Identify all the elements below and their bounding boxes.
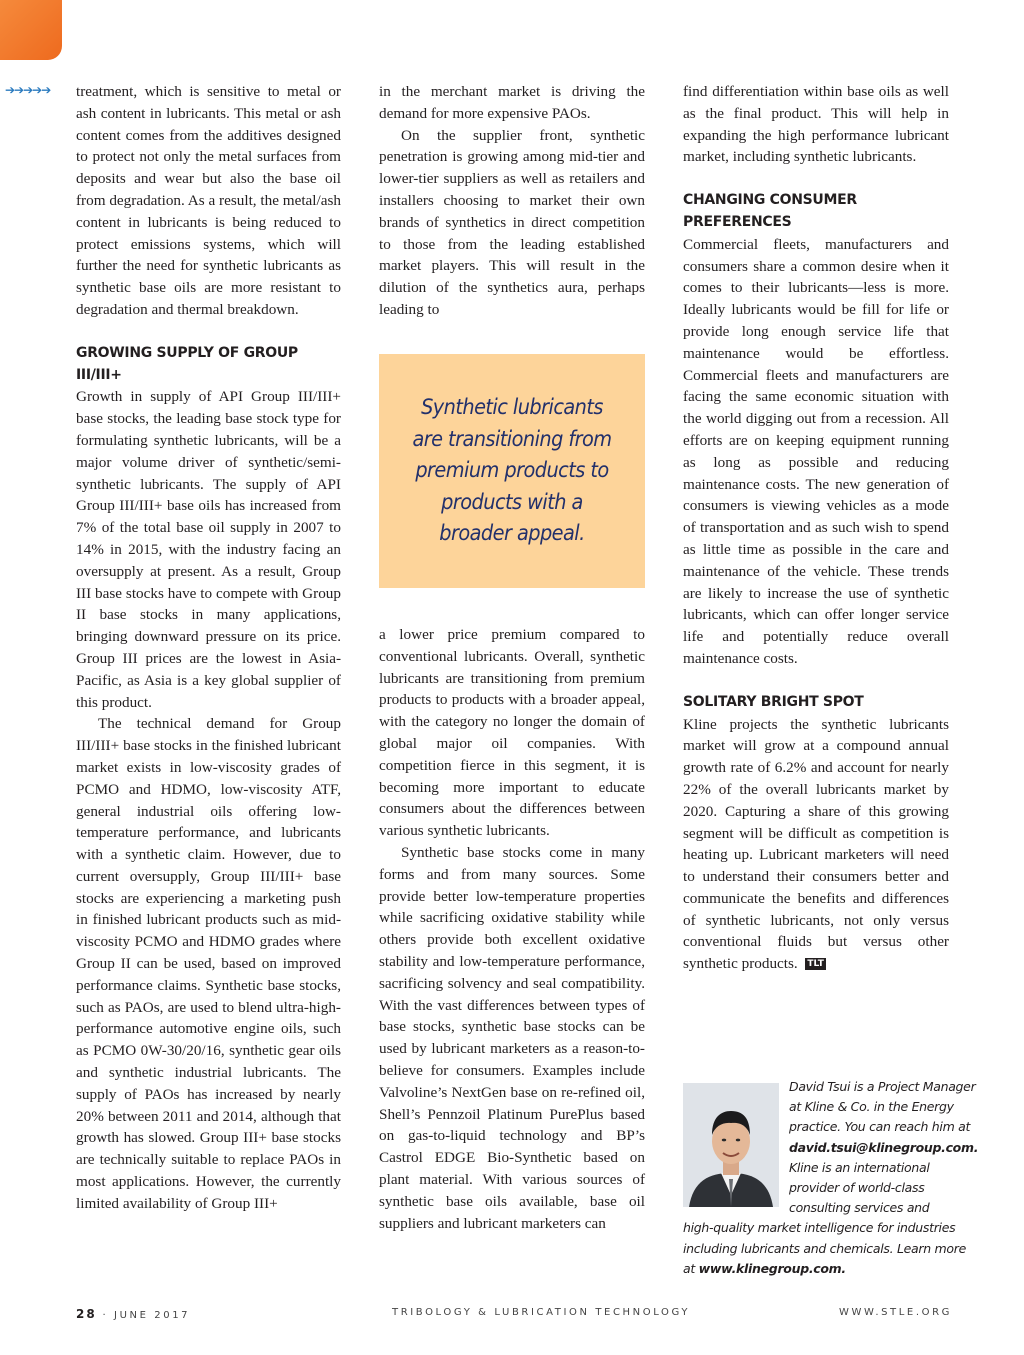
column-1 xyxy=(76,81,341,1215)
footer-left xyxy=(76,1307,190,1321)
page-footer xyxy=(0,1307,1024,1323)
section-heading xyxy=(683,190,949,234)
column-2-continued xyxy=(379,624,645,1234)
continued-arrows-icon: ➔➔➔➔➔ xyxy=(5,83,51,97)
issue-date: JUNE 2017 xyxy=(114,1310,191,1321)
bio-line: practice. You can reach him at xyxy=(789,1119,971,1135)
bio-line: at www.klinegroup.com. xyxy=(683,1260,846,1276)
page-number: 28 xyxy=(76,1307,97,1321)
heading-line: PREFERENCES xyxy=(683,213,792,230)
heading-line: CHANGING CONSUMER xyxy=(683,192,857,209)
paragraph: Synthetic base stocks come in many forms and from many sources. Some provide better low-temperature properties while sacrificing oxidative stability while others provide both excellent oxidative stability and low-temperature performance, sacrificing solvency and seal compatibility. With the vast differences between types of base stocks, synthetic base stocks can be used by lubricant marketers as a reason-to-believe for consumers. Examples include Valvoline’s NextGen base on re-refined oil, Shell’s Pennzoil Platinum PurePlus based on gas-to-liquid technology and BP’s Castrol EDGE Bio-Synthetic based on plant material. With various sources of synthetic base oils available, base oil suppliers and lubricant marketers can xyxy=(379,843,645,1232)
column-3 xyxy=(683,81,949,975)
footer-separator: · xyxy=(102,1310,109,1321)
paragraph: The technical demand for Group III/III+ base stocks in the finished lubricant market exists in low-viscosity grades of PCMO and HDMO, low-viscosity ATF, general industrial oils offering low-temperature performance, and lubricants with a synthetic claim. However, due to current oversupply, Group III/III+ base stocks are experiencing a marketing push in finished lubricant products such as mid-viscosity PCMO and HDMO grades where Group II can be used, based on improved performance claims. Synthetic base stocks, such as PAOs, are used to blend ultra-high-performance automotive engine oils, such as PCMO 0W-30/20/16, synthetic gear oils and synthetic industrial lubricants. The supply of PAOs has increased by nearly 20% between 2011 and 2014, although that growth has slowed. Group III+ base stocks are technically suitable to replace PAOs in most applications. However, the currently limited availability of Group III+ xyxy=(76,715,341,1212)
column-2 xyxy=(379,81,645,321)
bio-line: consulting services and xyxy=(789,1200,930,1216)
paragraph: in the merchant market is driving the demand for more expensive PAOs. xyxy=(379,83,645,122)
company-url-link[interactable]: www.klinegroup.com. xyxy=(698,1260,846,1276)
paragraph: Growth in supply of API Group III/III+ base stocks, the leading base stock type for formulating synthetic lubricants, will be a major volume driver of synthetic/semi-synthetic lubricants. The supply of API Group III/III+ base oils has increased from 7% of the total base oil supply in 2007 to 14% in 2015, with the industry facing an oversupply at present. As a result, Group III base stocks have to compete with Group II base stocks in many applications, bringing downward pressure on its price. Group III prices are the lowest in Asia-Pacific, as Asia is a key global supplier of this product. xyxy=(76,388,341,711)
website-link[interactable]: WWW.STLE.ORG xyxy=(839,1307,952,1318)
pull-quote-text: Synthetic lubricants are transitioning from premium products to products with a broader appeal. xyxy=(412,395,612,546)
bio-line: Kline is an international xyxy=(789,1159,930,1175)
bio-line: at Kline & Co. in the Energy xyxy=(789,1099,954,1115)
publication-name: TRIBOLOGY & LUBRICATION TECHNOLOGY xyxy=(392,1307,691,1318)
pull-quote xyxy=(379,354,645,588)
paragraph: On the supplier front, synthetic penetration is growing among mid-tier and lower-tier suppliers as well as retailers and installers choosing to market their own brands of synthetics in direct competition to those from the leading established market players. This will result in the dilution of the synthetics aura, perhaps leading to xyxy=(379,126,645,318)
section-heading: SOLITARY BRIGHT SPOT xyxy=(683,693,864,710)
paragraph xyxy=(683,714,949,976)
section-tab xyxy=(0,0,62,60)
paragraph: Commercial fleets, manufacturers and consumers share a common desire when it comes to their lubricants—less is more. Ideally lubricants would be fill for life or provide long enough service life that maintenance would be effortless. Commercial fleets and manufacturers are facing the same economic situation with the world digging out from a recession. All efforts are on keeping equipment running as long as possible and reducing maintenance costs. The new generation of consumers is viewing vehicles as a mode of transportation and as such wish to spend as little time as possible in the care and maintenance of the vehicle. These trends are likely to increase the use of synthetic lubricants, which can offer longer service life and potentially reduce overall maintenance costs. xyxy=(683,235,949,667)
paragraph-text: Kline projects the synthetic lubricants market will grow at a compound annual growth rate of 6.2% and account for nearly 22% of the overall lubricants market by 2020. Capturing a share of this growing segment will be difficult as competition is heating up. Lubricant marketers will need to understand their consumers better and communicate the benefits and differences of synthetic lubricants, not only versus conventional fluids but versus other synthetic products. xyxy=(683,715,949,973)
end-mark-icon: TLT xyxy=(807,959,824,970)
author-bio xyxy=(683,1077,979,1279)
paragraph: treatment, which is sensitive to metal or ash content in lubricants. This metal or ash content comes from the additives designed to protect not only the metal surfaces from deposits and wear but also the base oil from degradation. As a result, the metal/ash content in lubricants is being reduced to protect emissions systems, which will further the need for synthetic lubricants as synthetic base oils are more resistant to degradation and thermal breakdown. xyxy=(76,83,341,318)
paragraph: a lower price premium compared to conventional lubricants. Overall, synthetic lubricants are transitioning from premium products to products with a broader appeal, with the category no longer the domain of global major oil companies. With competition fierce in this segment, it is becoming more important to educate consumers about the differences between various synthetic lubricants. xyxy=(379,626,645,840)
bio-line: provider of world-class xyxy=(789,1180,925,1196)
paragraph: find differentiation within base oils as well as the final product. This will help in expanding the high performance lubricant market, including synthetic lubricants. xyxy=(683,83,949,166)
bio-line: David Tsui is a Project Manager xyxy=(789,1079,976,1094)
section-heading: GROWING SUPPLY OF GROUP III/III+ xyxy=(76,344,298,383)
bio-line: including lubricants and chemicals. Learn more xyxy=(683,1240,966,1256)
author-email[interactable]: david.tsui@klinegroup.com. xyxy=(789,1139,979,1155)
bio-line: high-quality market intelligence for industries xyxy=(683,1220,956,1236)
